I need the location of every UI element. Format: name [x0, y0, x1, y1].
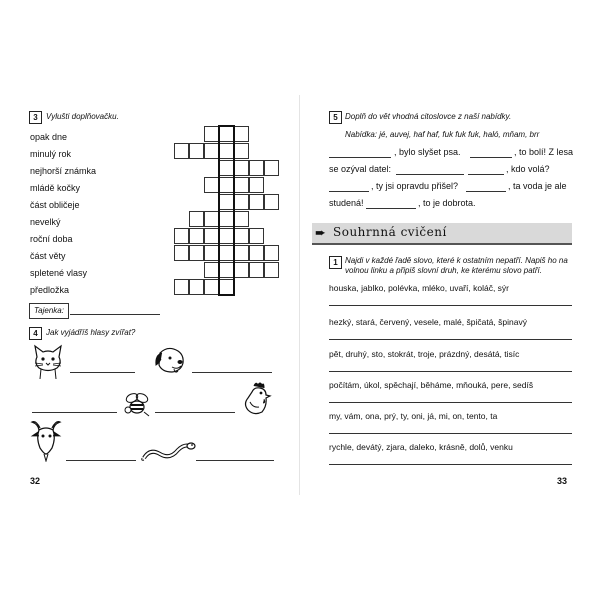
word-row-1: houska, jablko, polévka, mléko, uvaří, koláč, sýr	[329, 283, 509, 293]
section-title: Souhrnná cvičení	[333, 225, 447, 239]
dog-icon	[150, 343, 190, 379]
exercise-4-instruction: Jak vyjádříš hlasy zvířat?	[46, 328, 136, 337]
sentence-2b: , kdo volá?	[506, 164, 550, 174]
clue-4: mládě kočky	[30, 183, 81, 193]
exercise-1-number: 1	[329, 256, 342, 269]
blank-5[interactable]	[329, 191, 369, 192]
dog-answer-line[interactable]	[192, 372, 272, 373]
sentence-1b: , to bolí! Z lesa	[514, 147, 574, 157]
sentence-1a: , bylo slyšet psa.	[394, 147, 461, 157]
interjection-offer: Nabídka: jé, auvej, haf haf, fuk fuk fuk, haló, mňam, brr	[345, 130, 540, 139]
bee-answer-line-right[interactable]	[155, 412, 235, 413]
clue-8: část věty	[30, 251, 66, 261]
blank-2[interactable]	[470, 157, 512, 158]
rooster-icon	[240, 380, 276, 420]
exercise-5-number: 5	[329, 111, 342, 124]
arrow-right-icon: ➨	[315, 225, 326, 240]
clue-3: nejhorší známka	[30, 166, 97, 176]
word-row-6: rychle, devátý, zjara, daleko, krásně, dolů, venku	[329, 442, 513, 452]
answer-line-4[interactable]	[329, 402, 572, 403]
exercise-5-instruction: Doplň do vět vhodná citoslovce z naší nabídky.	[345, 112, 512, 121]
answer-line-2[interactable]	[329, 339, 572, 340]
clue-10: předložka	[30, 285, 70, 295]
exercise-4-number: 4	[29, 327, 42, 340]
snake-icon	[140, 438, 196, 464]
clue-6: nevelký	[30, 217, 61, 227]
exercise-1-instruction-line2: volnou linku a připiš slovní druh, ke kterému slovo patří.	[345, 266, 542, 275]
sentence-4b: , to je dobrota.	[418, 198, 476, 208]
answer-line-1[interactable]	[329, 305, 572, 306]
tajenka-answer-line[interactable]	[70, 314, 160, 315]
snake-answer-line[interactable]	[196, 460, 274, 461]
sentence-4a: studená!	[329, 198, 364, 208]
page-number-left: 32	[30, 476, 41, 486]
right-page	[300, 0, 600, 600]
word-row-2: hezký, stará, červený, vesele, malé, špičatá, špinavý	[329, 317, 527, 327]
answer-line-3[interactable]	[329, 371, 572, 372]
blank-6[interactable]	[466, 191, 506, 192]
clue-9: spletené vlasy	[30, 268, 88, 278]
sentence-2a: se ozýval datel:	[329, 164, 392, 174]
exercise-3-instruction: Vylušti doplňovačku.	[46, 112, 119, 121]
section-header	[312, 223, 572, 245]
sentence-3a: , ty jsi opravdu přišel?	[371, 181, 459, 191]
clue-5: část obličeje	[30, 200, 80, 210]
blank-1[interactable]	[329, 157, 391, 158]
page-number-right: 33	[557, 476, 568, 486]
blank-7[interactable]	[366, 208, 416, 209]
blank-3[interactable]	[396, 174, 464, 175]
goat-icon	[30, 418, 64, 462]
bee-icon	[122, 390, 152, 418]
word-row-5: my, vám, ona, prý, ty, oni, já, mi, on, tento, ta	[329, 411, 498, 421]
sentence-3b: , ta voda je ale	[508, 181, 567, 191]
answer-line-6[interactable]	[329, 464, 572, 465]
clue-2: minulý rok	[30, 149, 72, 159]
cat-icon	[31, 343, 67, 381]
tajenka-label: Tajenka:	[29, 303, 69, 319]
exercise-3-number: 3	[29, 111, 42, 124]
word-row-4: počítám, úkol, spěchají, běháme, mňouká, pere, sedíš	[329, 380, 534, 390]
goat-answer-line[interactable]	[66, 460, 136, 461]
clue-7: roční doba	[30, 234, 73, 244]
bee-answer-line-left[interactable]	[32, 412, 117, 413]
exercise-1-instruction-line1: Najdi v každé řadě slovo, které k ostatním nepatří. Napiš ho na	[345, 256, 568, 265]
clue-1: opak dne	[30, 132, 68, 142]
blank-4[interactable]	[468, 174, 504, 175]
word-row-3: pět, druhý, sto, stokrát, troje, prázdný, desátá, tisíc	[329, 349, 520, 359]
answer-line-5[interactable]	[329, 433, 572, 434]
cat-answer-line[interactable]	[70, 372, 135, 373]
